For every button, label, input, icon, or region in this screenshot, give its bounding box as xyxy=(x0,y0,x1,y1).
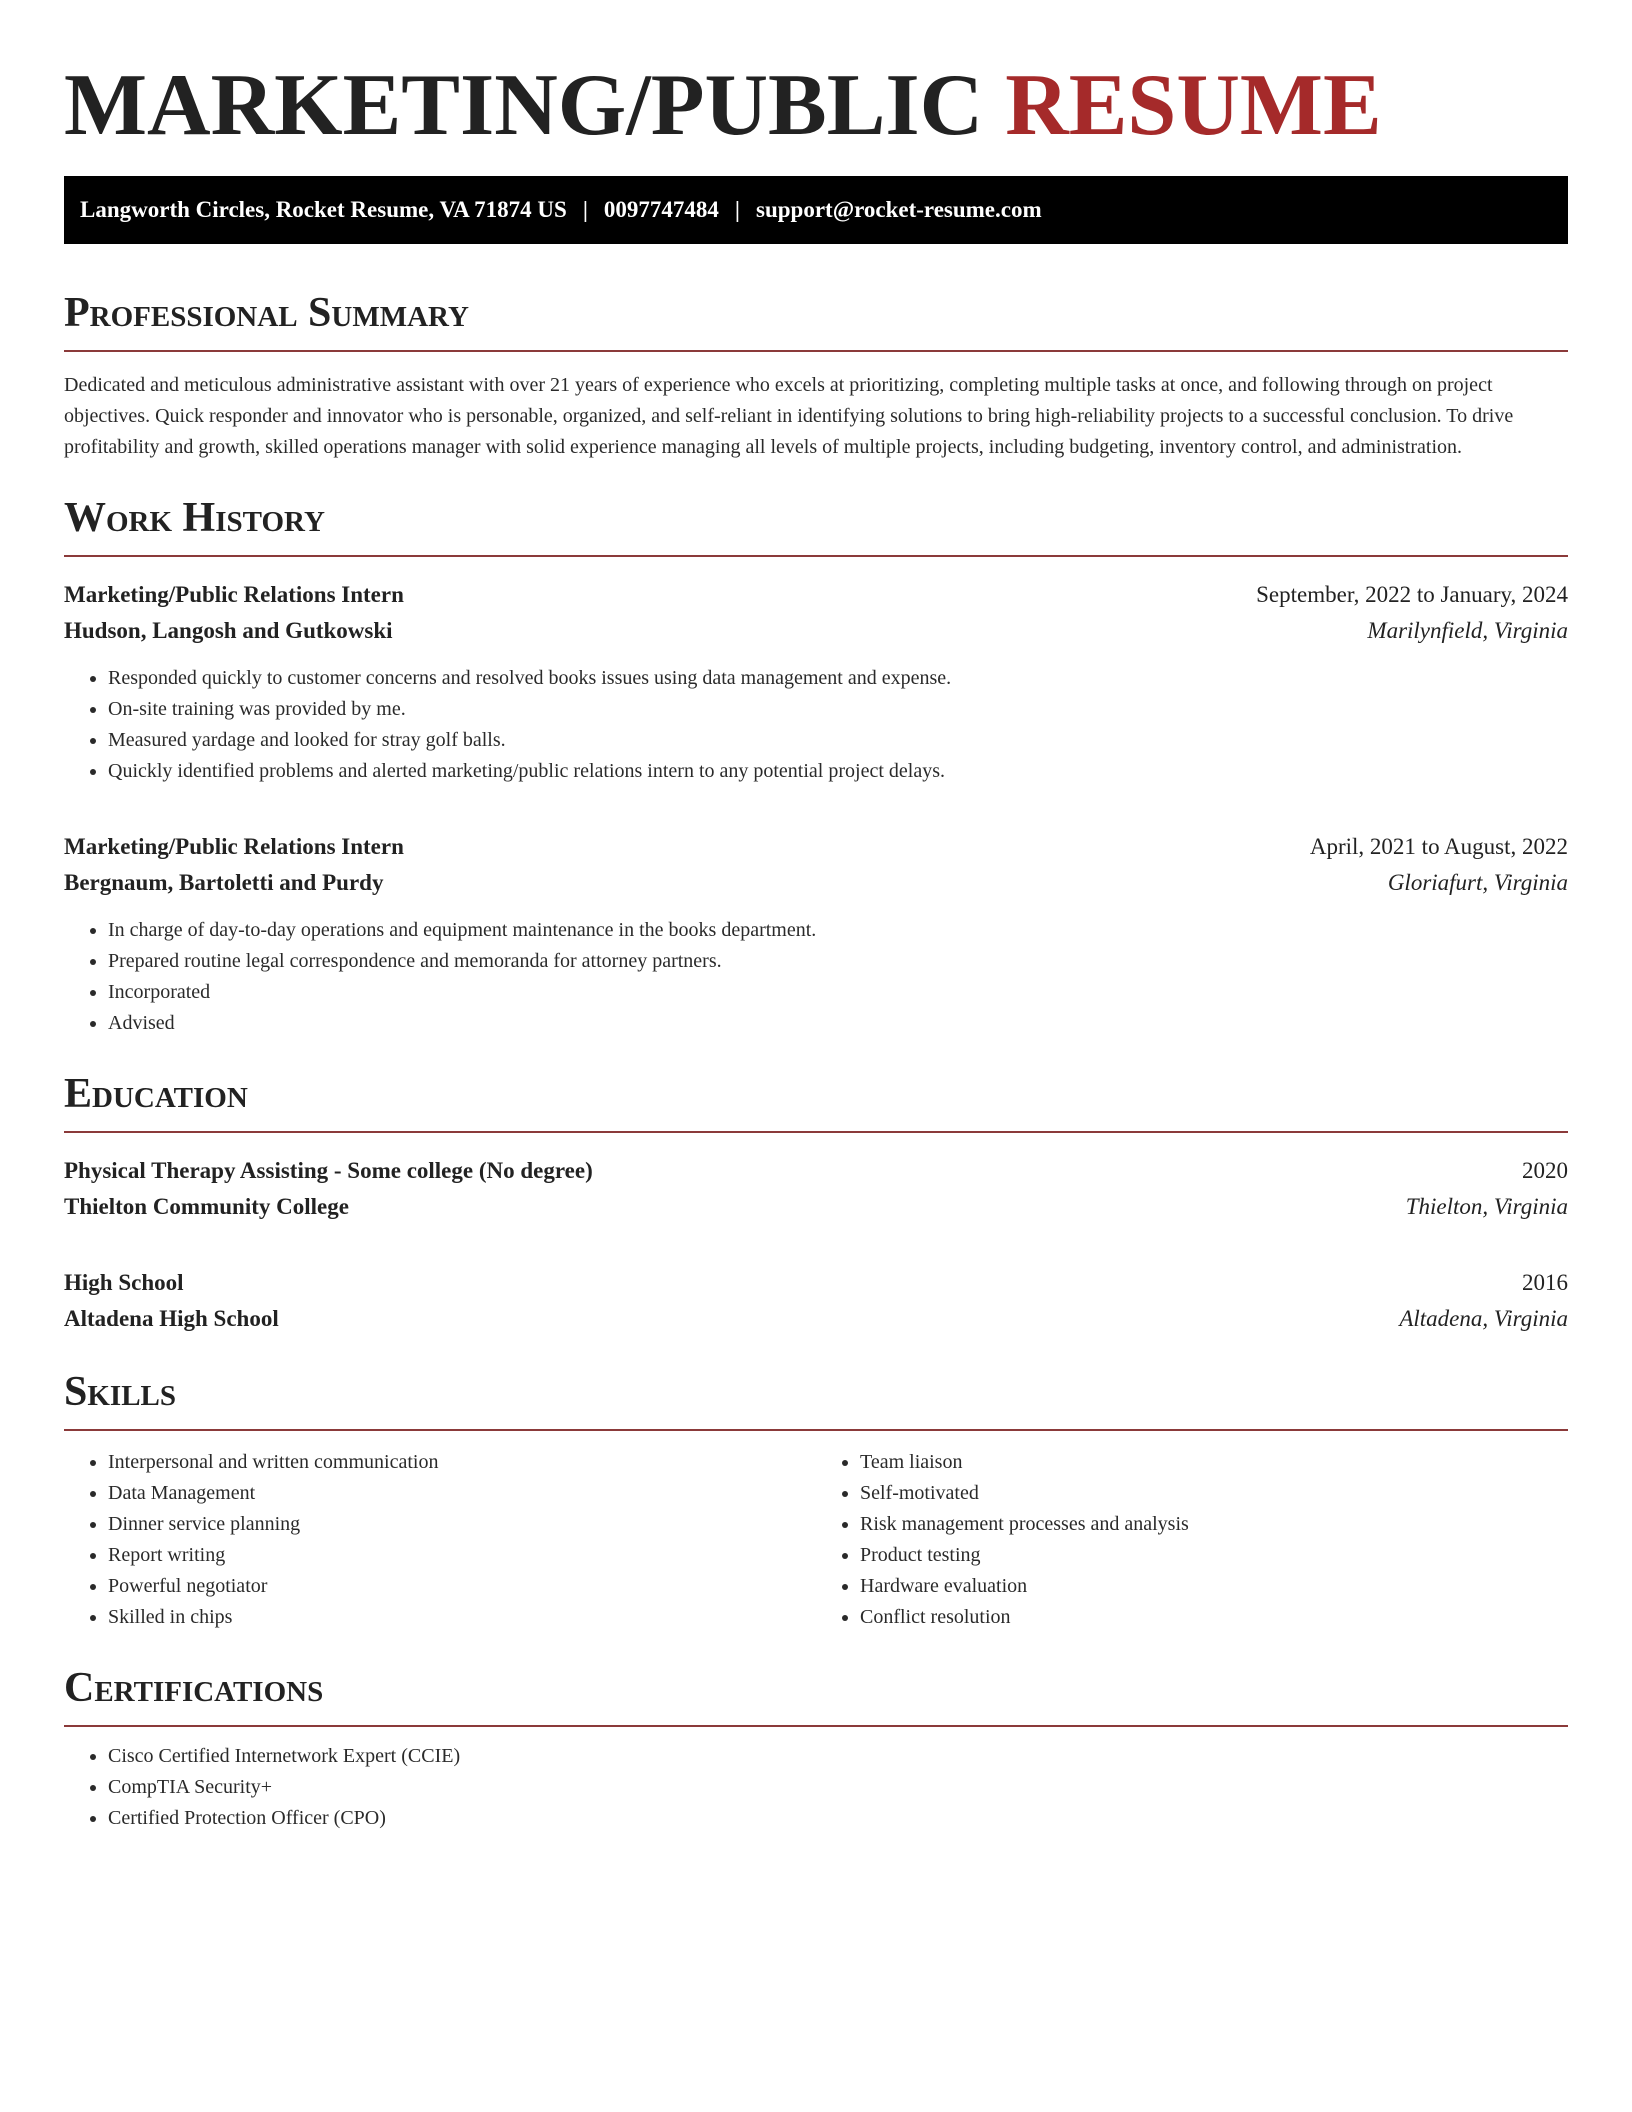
contact-bar xyxy=(64,176,1568,244)
section-divider xyxy=(64,1429,1568,1431)
list-item: • Certified Protection Officer (CPO) xyxy=(108,1803,1568,1834)
education-section xyxy=(64,1069,1568,1337)
list-item: • Team liaison xyxy=(860,1447,1568,1478)
skills-section xyxy=(64,1367,1568,1633)
skills-grid xyxy=(64,1447,1568,1633)
resume-title xyxy=(64,56,1568,156)
contact-email: support@rocket-resume.com xyxy=(756,197,1042,222)
title-accent: RESUME xyxy=(1005,57,1382,154)
certifications-list xyxy=(64,1741,1568,1834)
education-year: 2020 xyxy=(1522,1158,1568,1183)
education-year: 2016 xyxy=(1522,1270,1568,1295)
list-item: • Risk management processes and analysis xyxy=(860,1509,1568,1540)
list-item: • Powerful negotiator xyxy=(108,1571,816,1602)
title-main: MARKETING/PUBLIC xyxy=(64,57,984,154)
education-header-row xyxy=(64,1153,1568,1189)
job-entry xyxy=(64,829,1568,1039)
job-company: Hudson, Langosh and Gutkowski xyxy=(64,618,393,643)
contact-separator: | xyxy=(734,197,740,222)
list-item: • Dinner service planning xyxy=(108,1509,816,1540)
section-title-certifications: Certifications xyxy=(64,1665,324,1711)
list-item: • Advised xyxy=(108,1008,1568,1039)
list-item: • Interpersonal and written communication xyxy=(108,1447,816,1478)
list-item: • Conflict resolution xyxy=(860,1602,1568,1633)
job-title: Marketing/Public Relations Intern xyxy=(64,582,404,607)
list-item: • Self-motivated xyxy=(860,1478,1568,1509)
list-item: • CompTIA Security+ xyxy=(108,1772,1568,1803)
education-location: Thielton, Virginia xyxy=(1405,1194,1568,1219)
section-title-skills: Skills xyxy=(64,1369,177,1415)
section-divider xyxy=(64,1725,1568,1727)
list-item: • Measured yardage and looked for stray golf balls. xyxy=(108,725,1568,756)
education-degree: Physical Therapy Assisting - Some college (No degree) xyxy=(64,1158,593,1183)
education-header-row xyxy=(64,1265,1568,1301)
contact-phone: 0097747484 xyxy=(603,197,719,222)
job-bullets xyxy=(64,663,1568,787)
contact-separator: | xyxy=(582,197,588,222)
certifications-section xyxy=(64,1663,1568,1834)
list-item: • Responded quickly to customer concerns and resolved books issues using data management and expense. xyxy=(108,663,1568,694)
education-school-row xyxy=(64,1189,1568,1225)
education-entry xyxy=(64,1265,1568,1337)
job-company-row xyxy=(64,613,1568,649)
skills-list-right xyxy=(816,1447,1568,1633)
section-title-work: Work History xyxy=(64,495,325,541)
work-history-section xyxy=(64,493,1568,1039)
job-header-row xyxy=(64,829,1568,865)
section-title-education: Education xyxy=(64,1071,248,1117)
list-item: • Hardware evaluation xyxy=(860,1571,1568,1602)
job-title: Marketing/Public Relations Intern xyxy=(64,834,404,859)
section-divider xyxy=(64,555,1568,557)
list-item: • Incorporated xyxy=(108,977,1568,1008)
list-item: • In charge of day-to-day operations and equipment maintenance in the books department. xyxy=(108,915,1568,946)
job-header-row xyxy=(64,577,1568,613)
list-item: • Skilled in chips xyxy=(108,1602,816,1633)
summary-section xyxy=(64,288,1568,463)
education-school: Thielton Community College xyxy=(64,1194,349,1219)
job-dates: April, 2021 to August, 2022 xyxy=(1309,834,1568,859)
job-entry xyxy=(64,577,1568,787)
education-entry xyxy=(64,1153,1568,1225)
contact-address: Langworth Circles, Rocket Resume, VA 71874 US xyxy=(80,197,567,222)
list-item: • Report writing xyxy=(108,1540,816,1571)
education-degree: High School xyxy=(64,1270,184,1295)
education-school-row xyxy=(64,1301,1568,1337)
education-location: Altadena, Virginia xyxy=(1399,1306,1568,1331)
job-location: Marilynfield, Virginia xyxy=(1367,618,1568,643)
list-item: • Prepared routine legal correspondence and memoranda for attorney partners. xyxy=(108,946,1568,977)
job-company: Bergnaum, Bartoletti and Purdy xyxy=(64,870,384,895)
list-item: • Data Management xyxy=(108,1478,816,1509)
summary-text: Dedicated and meticulous administrative assistant with over 21 years of experience who excels at prioritizing, completing multiple tasks at once, and following through on project objectives. Quick responder and innovator who is personable, organized, and self-reliant in identifying solutions to bring high-reliability projects to a successful conclusion. To drive profitability and growth, skilled operations manager with solid experience managing all levels of multiple projects, including budgeting, inventory control, and administration. xyxy=(64,374,1514,458)
education-school: Altadena High School xyxy=(64,1306,279,1331)
skills-list-left xyxy=(64,1447,816,1633)
section-divider xyxy=(64,350,1568,352)
job-company-row xyxy=(64,865,1568,901)
job-dates: September, 2022 to January, 2024 xyxy=(1256,582,1568,607)
list-item: • Product testing xyxy=(860,1540,1568,1571)
section-divider xyxy=(64,1131,1568,1133)
list-item: • Quickly identified problems and alerted marketing/public relations intern to any potential project delays. xyxy=(108,756,1568,787)
job-bullets xyxy=(64,915,1568,1039)
job-location: Gloriafurt, Virginia xyxy=(1387,870,1568,895)
list-item: • On-site training was provided by me. xyxy=(108,694,1568,725)
section-title-summary: Professional Summary xyxy=(64,290,469,336)
list-item: • Cisco Certified Internetwork Expert (CCIE) xyxy=(108,1741,1568,1772)
